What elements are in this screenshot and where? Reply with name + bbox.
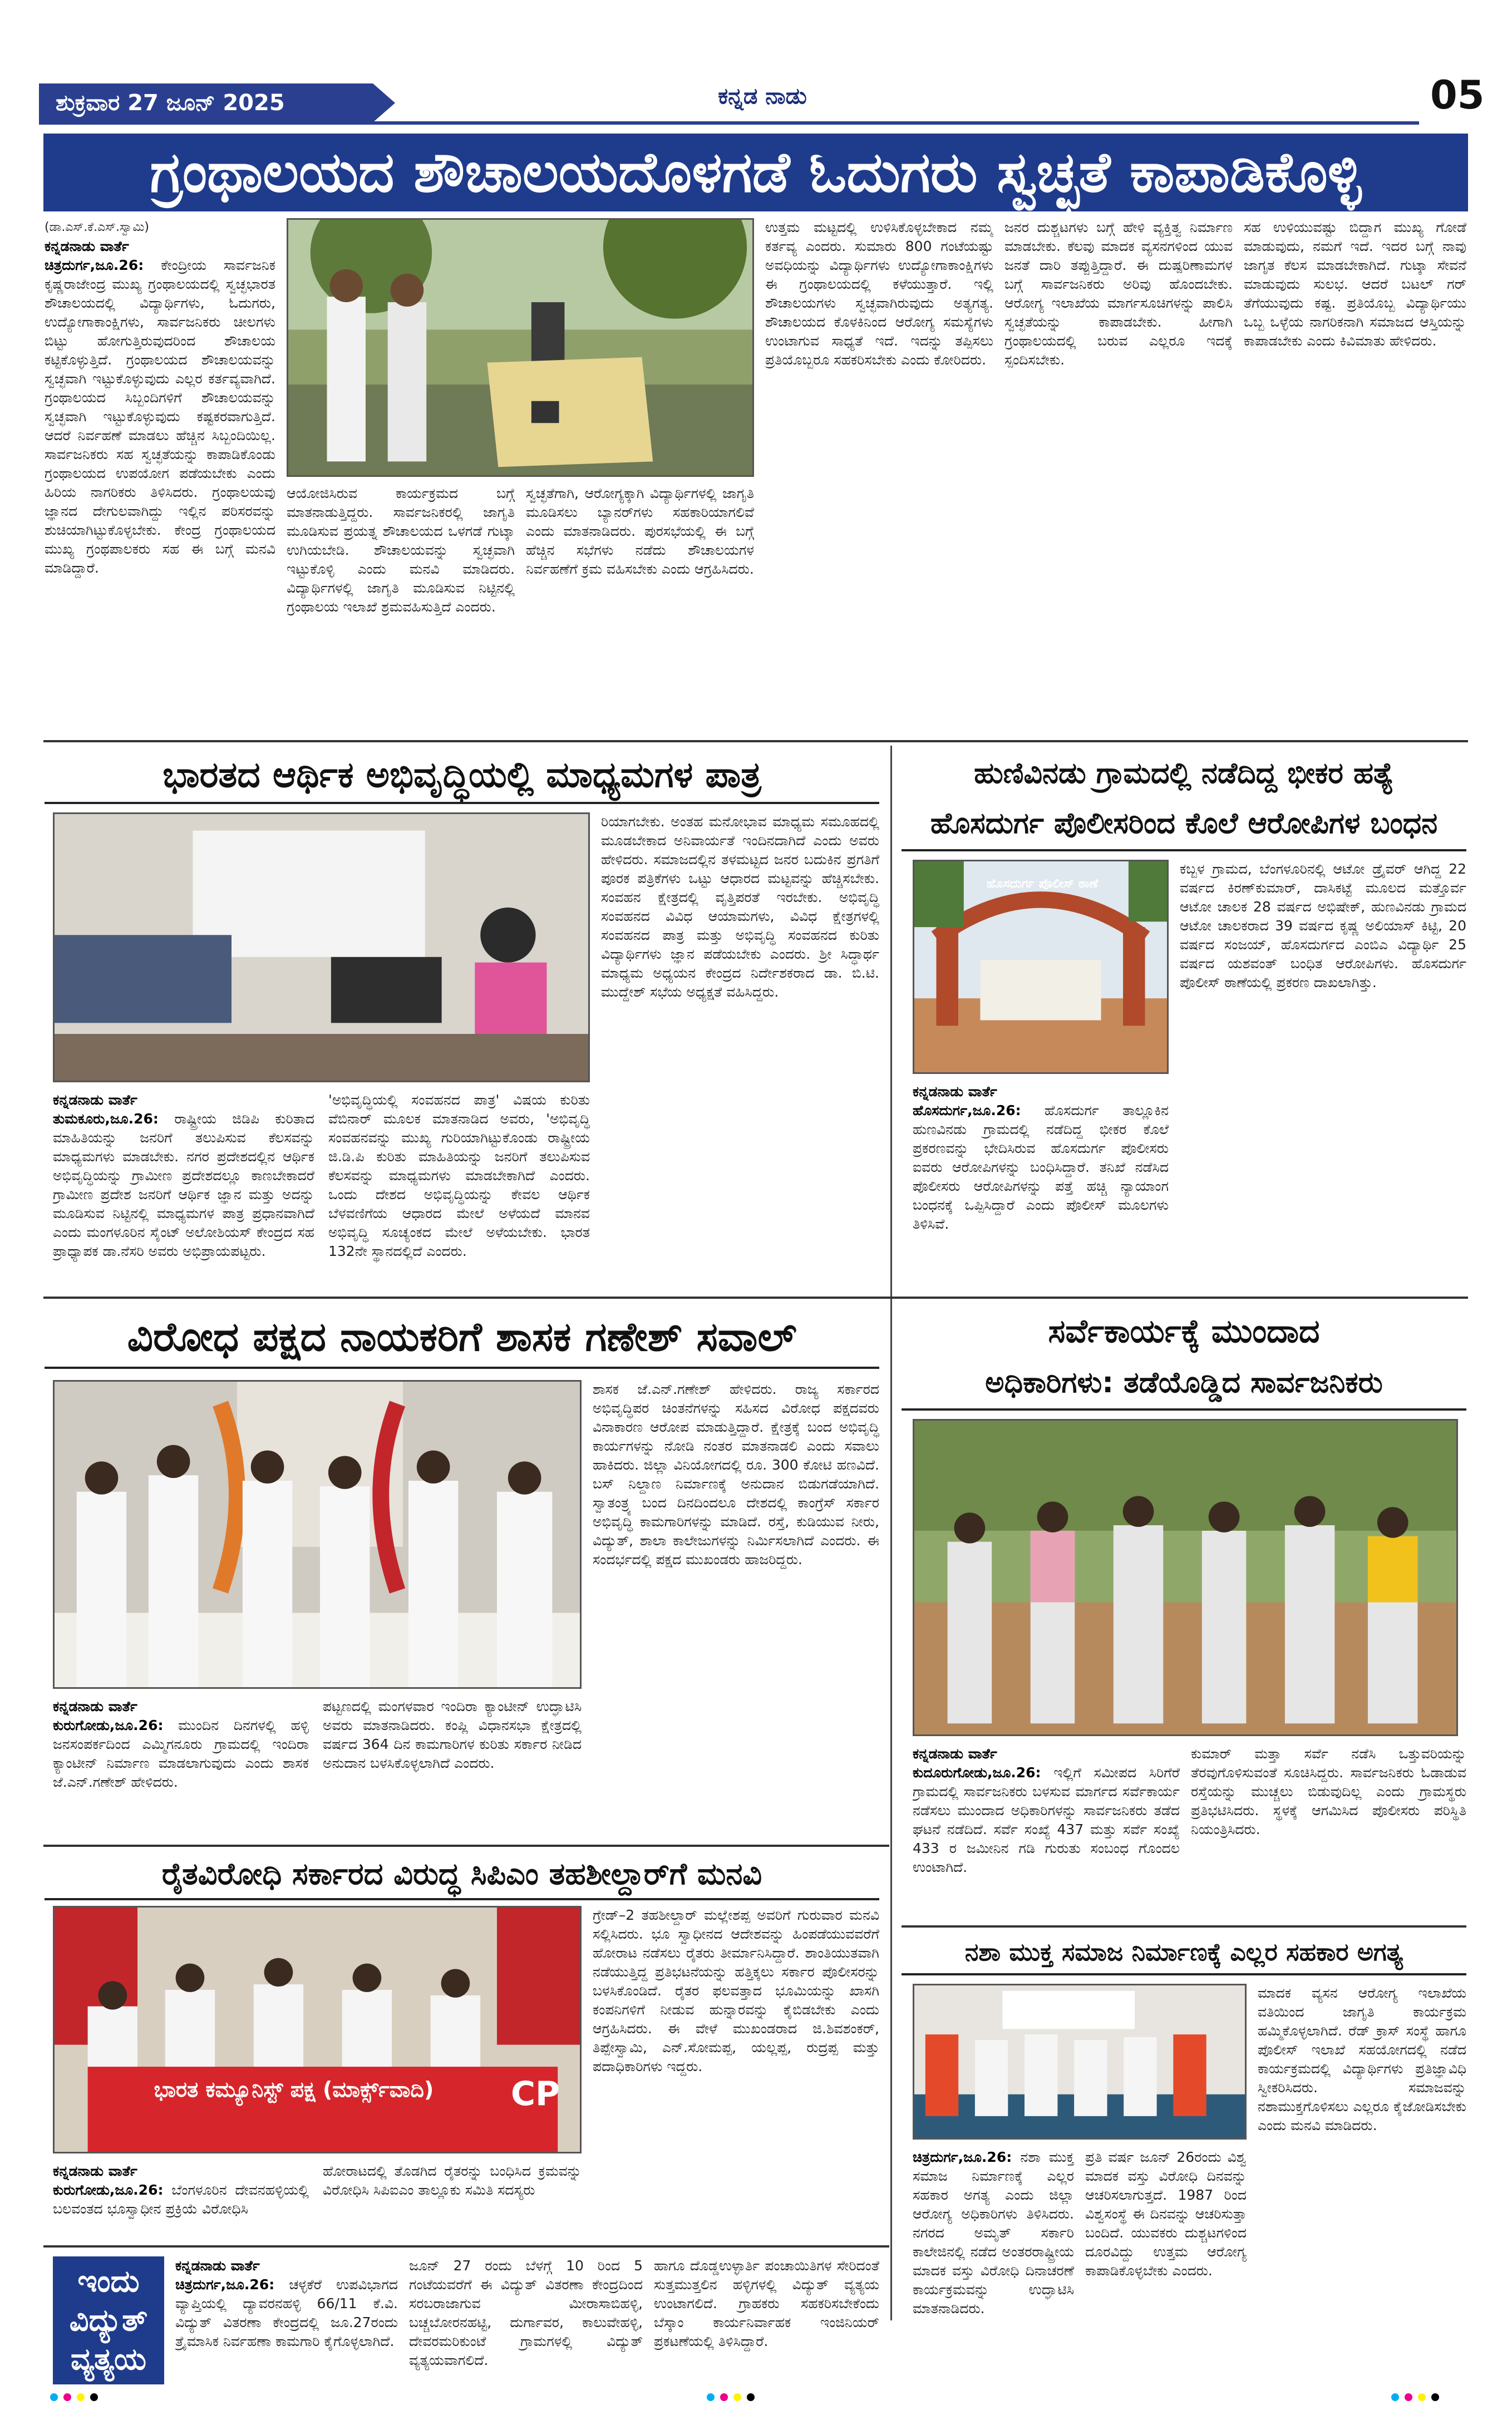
cpim-byline: ಕನ್ನಡನಾಡು ವಾರ್ತೆ: [53, 2163, 137, 2179]
cpim-body-2: ಹೋರಾಟದಲ್ಲಿ ತೊಡಗಿದ ರೈತರನ್ನು ಬಂಧಿಸಿದ ಕ್ರಮವನ್ನು ವಿರೋಧಿಸಿ ಸಿಪಿಐಎಂ ತಾಲ್ಲೂಕು ಸಮಿತಿ ಸದಸ್ಯರು: [323, 2163, 582, 2198]
murder-column-1: [1180, 860, 1466, 1216]
power-dateline: ಚಿತ್ರದುರ್ಗ,ಜೂ.26:: [175, 2276, 275, 2293]
survey-headline-1: ಸರ್ವೆಕಾರ್ಯಕ್ಕೆ ಮುಂದಾದ: [1048, 1312, 1320, 1350]
lead-photo: [287, 218, 754, 477]
survey-headline-2: ಅಧಿಕಾರಿಗಳು: ತಡೆಯೊಡ್ಡಿದ ಸಾರ್ವಜನಿಕರು: [902, 1358, 1466, 1411]
drugfree-column-2: [1085, 2148, 1247, 2384]
power-notice-box: [53, 2256, 164, 2384]
cpim-dateline: ಕುರುಗೋಡು,ಜೂ.26:: [53, 2182, 164, 2198]
lead-column-5: [1004, 218, 1233, 736]
opposition-column-1: [53, 1697, 309, 1836]
lead-headline: ಗ್ರಂಥಾಲಯದ ಶೌಚಾಲಯದೊಳಗಡೆ ಓದುಗರು ಸ್ವಚ್ಛತೆ ಕಾಪಾಡಿಕೊಳ್ಳಿ: [43, 134, 1468, 211]
opposition-byline: ಕನ್ನಡನಾಡು ವಾರ್ತೆ: [53, 1698, 137, 1714]
opposition-dateline: ಕುರುಗೋಡು,ಜೂ.26:: [53, 1717, 164, 1733]
section-rule: [902, 1925, 1466, 1928]
survey-dateline: ಕುದೂರುಗೋಡು,ಜೂ.26:: [913, 1765, 1041, 1781]
lead-body-4: ಉತ್ತಮ ಮಟ್ಟದಲ್ಲಿ ಉಳಿಸಿಕೊಳ್ಳಬೇಕಾದ ನಮ್ಮ ಕರ್ತವ್ಯ ಎಂದರು. ಸುಮಾರು 800 ಗಂಟೆಯಷ್ಟು ಅವಧಿಯನ್ನು ವಿದ್ಯಾರ್ಥಿಗಳು ಉದ್ಯೋಗಾಕಾಂಕ್ಷಿಗಳು ಈ ಗ್ರಂಥಾಲಯದಲ್ಲಿ ಕಳೆಯುತ್ತಾರೆ. ಇಲ್ಲಿ ಶೌಚಾಲಯಗಳು ಸ್ವಚ್ಛವಾಗಿರುವುದು ಅತ್ಯಗತ್ಯ. ಶೌಚಾಲಯದ ಕೊಳಕಿನಿಂದ ಆರೋಗ್ಯ ಸಮಸ್ಯೆಗಳು ಉಂಟಾಗುವ ಸಾಧ್ಯತೆ ಇದೆ. ಇದನ್ನು ತಪ್ಪಿಸಲು ಪ್ರತಿಯೊಬ್ಬರೂ ಸಹಕರಿಸಬೇಕು ಎಂದು ಕೋರಿದರು.: [765, 219, 993, 368]
lead-column-1: [45, 218, 275, 736]
drugfree-headline: ನಶಾ ಮುಕ್ತ ಸಮಾಜ ನಿರ್ಮಾಣಕ್ಕೆ ಎಲ್ಲರ ಸಹಕಾರ ಅಗತ್ಯ: [902, 1931, 1466, 1975]
murder-byline: ಕನ್ನಡನಾಡು ವಾರ್ತೆ: [913, 1083, 997, 1100]
economy-photo: [53, 812, 590, 1082]
cpim-banner-letters: CP: [511, 2074, 560, 2113]
survey-photo: [913, 1419, 1458, 1736]
cpim-column-2: [323, 2162, 582, 2240]
opposition-column-3: [593, 1380, 879, 1842]
header-rule: [39, 121, 1419, 125]
issue-date: ಶುಕ್ರವಾರ 27 ಜೂನ್ 2025: [39, 83, 373, 122]
lead-body-6: ಸಹ ಉಳಿಯುವಷ್ಟು ಬಿದ್ದಾಗ ಮುಖ್ಯ ಗೋಡೆ ಮಾಡುವುದು, ನಮಗೆ ಇದೆ. ಇದರ ಬಗ್ಗೆ ನಾವು ಜಾಗೃತ ಕೆಲಸ ಮಾಡಬೇಕಾಗಿದೆ. ಗುಟ್ಕಾ ಸೇವನೆ ಮಾಡುವುದು ಸುಲಭ. ಆದರೆ ಬಟಲ್ ಗರ್ ತೆಗೆಯುವುದು ಕಷ್ಟ. ಪ್ರತಿಯೊಬ್ಬ ವಿದ್ಯಾರ್ಥಿಯು ಒಬ್ಬ ಒಳ್ಳೆಯ ನಾಗರಿಕನಾಗಿ ಸಮಾಜದ ಆಸ್ತಿಯನ್ನು ಕಾಪಾಡಬೇಕು ಎಂದು ಕಿವಿಮಾತು ಹೇಳಿದರು.: [1244, 219, 1466, 349]
opposition-column-2: [323, 1697, 582, 1836]
lead-column-4: [765, 218, 993, 736]
survey-body-1: ಇಲ್ಲಿಗೆ ಸಮೀಪದ ಸಿರಿಗೆರೆ ಗ್ರಾಮದಲ್ಲಿ ಸಾರ್ವಜನಿಕರು ಬಳಸುವ ಮಾರ್ಗದ ಸರ್ವೆಕಾರ್ಯ ನಡೆಸಲು ಮುಂದಾದ ಅಧಿಕಾರಿಗಳನ್ನು ಸಾರ್ವಜನಿಕರು ತಡೆದ ಘಟನೆ ನಡೆದಿದೆ. ಸರ್ವೆ ಸಂಖ್ಯೆ 437 ಮತ್ತು ಸರ್ವೆ ಸಂಖ್ಯೆ 433 ರ ಜಮೀನಿನ ಗಡಿ ಗುರುತು ಸಂಬಂಧ ಗೊಂದಲ ಉಂಟಾಗಿದೆ.: [913, 1765, 1180, 1875]
registration-marks-right: [1391, 2393, 1503, 2404]
drugfree-dateline: ಚಿತ್ರದುರ್ಗ,ಜೂ.26:: [913, 2149, 1012, 2165]
lead-body-3: ಸ್ವಚ್ಛತೆಗಾಗಿ, ಆರೋಗ್ಯಕ್ಕಾಗಿ ವಿದ್ಯಾರ್ಥಿಗಳಲ್ಲಿ ಜಾಗೃತಿ ಮೂಡಿಸಲು ಬ್ಯಾನರ್‌ಗಳು ಸಹಕಾರಿಯಾಗಲಿವೆ ಎಂದು ಮಾತನಾಡಿದರು. ಪುರಸಭೆಯಲ್ಲಿ ಈ ಬಗ್ಗೆ ಹೆಚ್ಚಿನ ಸಭೆಗಳು ನಡೆದು ಶೌಚಾಲಯಗಳ ನಿರ್ವಹಣೆಗೆ ಕ್ರಮ ವಹಿಸಬೇಕು ಎಂದು ಆಗ್ರಹಿಸಿದರು.: [526, 485, 754, 577]
cpim-headline: ರೈತವಿರೋಧಿ ಸರ್ಕಾರದ ವಿರುದ್ಧ ಸಿಪಿಎಂ ತಹಶೀಲ್ದಾರ್‌ಗೆ ಮನವಿ: [45, 1850, 879, 1900]
economy-body-3: ರಿಯಾಗಬೇಕು. ಅಂತಹ ಮನೋಭಾವ ಮಾಧ್ಯಮ ಸಮೂಹದಲ್ಲಿ ಮೂಡಬೇಕಾದ ಅನಿವಾರ್ಯತೆ ಇಂದಿನದಾಗಿದೆ ಎಂದು ಅವರು ಹೇಳಿದರು. ಸಮಾಜದಲ್ಲಿನ ತಳಮಟ್ಟದ ಜನರ ಬದುಕಿನ ಪ್ರಗತಿಗೆ ಪೂರಕ ಪತ್ರಿಕೆಗಳು ಒಟ್ಟು ಆಧಾರದ ಮಟ್ಟವನ್ನು ಹೆಚ್ಚಿಸಬೇಕು. ಸಂವಹನ ಕ್ಷೇತ್ರದಲ್ಲಿ ವೃತ್ತಿಪರತೆ ಇರಬೇಕು. ಅಭಿವೃದ್ಧಿ ಸಂವಹನದ ವಿವಿಧ ಆಯಾಮಗಳು, ವಿವಿಧ ಕ್ಷೇತ್ರಗಳಲ್ಲಿ ಸಂವಹನದ ಪಾತ್ರ ಮತ್ತು ಅಭಿವೃದ್ಧಿ ಸಂವಹನದ ಕುರಿತು ವಿದ್ಯಾರ್ಥಿಗಳು ಜ್ಞಾನ ಪಡೆಯಬೇಕು ಎಂದರು. ಶ್ರೀ ಸಿದ್ಧಾರ್ಥ ಮಾಧ್ಯಮ ಅಧ್ಯಯನ ಕೇಂದ್ರದ ನಿರ್ದೇಶಕರಾದ ಡಾ. ಬಿ.ಟಿ. ಮುದ್ದೇಶ್ ಸಭೆಯ ಅಧ್ಯಕ್ಷತೆ ವಹಿಸಿದ್ದರು.: [601, 814, 879, 1000]
lead-body-5: ಜನರ ದುಶ್ಚಟಗಳು ಬಗ್ಗೆ ಹೇಳಿ ವ್ಯಕ್ತಿತ್ವ ನಿರ್ಮಾಣ ಮಾಡಬೇಕು. ಕೆಲವು ಮಾದಕ ವ್ಯಸನಗಳಿಂದ ಯುವ ಜನತೆ ದಾರಿ ತಪ್ಪುತ್ತಿದ್ದಾರೆ. ಈ ದುಷ್ಪರಿಣಾಮಗಳ ಬಗ್ಗೆ ಸಾರ್ವಜನಿಕರು ಅರಿವು ಹೊಂದಬೇಕು. ಆರೋಗ್ಯ ಇಲಾಖೆಯ ಮಾರ್ಗಸೂಚಿಗಳನ್ನು ಪಾಲಿಸಿ ಸ್ವಚ್ಛತೆಯನ್ನು ಕಾಪಾಡಬೇಕು. ಹೀಗಾಗಿ ಗ್ರಂಥಾಲಯದಲ್ಲಿ ಬರುವ ಎಲ್ಲರೂ ಇದಕ್ಕೆ ಸ್ಪಂದಿಸಬೇಕು.: [1004, 219, 1233, 368]
economy-byline: ಕನ್ನಡನಾಡು ವಾರ್ತೆ: [53, 1092, 137, 1108]
lead-dateline: ಚಿತ್ರದುರ್ಗ,ಜೂ.26:: [45, 257, 144, 273]
section-rule: [43, 740, 1468, 742]
economy-column-1: [53, 1091, 314, 1283]
drugfree-body-1: ನಶಾ ಮುಕ್ತ ಸಮಾಜ ನಿರ್ಮಾಣಕ್ಕೆ ಎಲ್ಲರ ಸಹಕಾರ ಅಗತ್ಯ ಎಂದು ಜಿಲ್ಲಾ ಆರೋಗ್ಯ ಅಧಿಕಾರಿಗಳು ತಿಳಿಸಿದರು. ನಗರದ ಅಮೃತ್ ಸರ್ಕಾರಿ ಕಾಲೇಜಿನಲ್ಲಿ ನಡೆದ ಅಂತರರಾಷ್ಟ್ರೀಯ ಮಾದಕ ವಸ್ತು ವಿರೋಧಿ ದಿನಾಚರಣೆ ಕಾರ್ಯಕ್ರಮವನ್ನು ಉದ್ಘಾಟಿಸಿ ಮಾತನಾಡಿದರು.: [913, 2149, 1074, 2317]
power-body-3: ಹಾಗೂ ದೊಡ್ಡಉಳ್ಳಾರ್ತಿ ಪಂಚಾಯಿತಿಗಳ ಸೇರಿದಂತೆ ಸುತ್ತಮುತ್ತಲಿನ ಹಳ್ಳಿಗಳಲ್ಲಿ ವಿದ್ಯುತ್ ವ್ಯತ್ಯಯ ಉಂಟಾಗಲಿದೆ. ಗ್ರಾಹಕರು ಸಹಕರಿಸಬೇಕೆಂದು ಬೆಸ್ಕಾಂ ಕಾರ್ಯನಿರ್ವಾಹಕ ಇಂಜಿನಿಯರ್ ಪ್ರಕಟಣೆಯಲ್ಲಿ ತಿಳಿಸಿದ್ದಾರೆ.: [654, 2258, 879, 2349]
power-notice-line-2: ವಿದ್ಯುತ್: [69, 2303, 148, 2338]
drugfree-column-3: [1258, 1984, 1466, 2384]
power-column-2: [409, 2256, 643, 2384]
survey-column-1: [913, 1744, 1180, 1923]
cpim-body-3: ಗ್ರೇಡ್–2 ತಹಶೀಲ್ದಾರ್ ಮಲ್ಲೇಶಪ್ಪ ಅವರಿಗೆ ಗುರುವಾರ ಮನವಿ ಸಲ್ಲಿಸಿದರು. ಭೂ ಸ್ವಾಧೀನದ ಆದೇಶವನ್ನು ಹಿಂಪಡೆಯುವವರೆಗೆ ಹೋರಾಟ ನಡೆಸಲು ರೈತರು ತೀರ್ಮಾನಿಸಿದ್ದಾರೆ. ಶಾಂತಿಯುತವಾಗಿ ನಡೆಯುತ್ತಿದ್ದ ಪ್ರತಿಭಟನೆಯನ್ನು ಹತ್ತಿಕ್ಕಲು ಸರ್ಕಾರ ಪೊಲೀಸರನ್ನು ಬಳಸಿಕೊಂಡಿದೆ. ರೈತರ ಫಲವತ್ತಾದ ಭೂಮಿಯನ್ನು ಖಾಸಗಿ ಕಂಪನಿಗಳಿಗೆ ನೀಡುವ ಹುನ್ನಾರವನ್ನು ಕೈಬಿಡಬೇಕು ಎಂದು ಆಗ್ರಹಿಸಿದರು. ಈ ವೇಳೆ ಮುಖಂಡರಾದ ಜಿ.ಶಿವಶಂಕರ್, ತಿಪ್ಪೇಸ್ವಾಮಿ, ಎನ್.ಸೋಮಪ್ಪ, ಯಲ್ಲಪ್ಪ, ರುದ್ರಪ್ಪ ಮತ್ತು ಪದಾಧಿಕಾರಿಗಳು ಇದ್ದರು.: [593, 1907, 879, 2074]
cpim-body-1: ಬೆಂಗಳೂರಿನ ದೇವನಹಳ್ಳಿಯಲ್ಲಿ ಬಲವಂತದ ಭೂಸ್ವಾಧೀನ ಪ್ರಕ್ರಿಯೆ ವಿರೋಧಿಸಿ: [53, 2182, 309, 2217]
lead-column-3: [526, 484, 754, 737]
masthead: ಕನ್ನಡ ನಾಡು: [718, 83, 807, 109]
lead-body-2: ಆಯೋಜಿಸಿರುವ ಕಾರ್ಯಕ್ರಮದ ಬಗ್ಗೆ ಮಾತನಾಡುತ್ತಿದ್ದರು. ಸಾರ್ವಜನಿಕರಲ್ಲಿ ಜಾಗೃತಿ ಮೂಡಿಸುವ ಪ್ರಯತ್ನ ಶೌಚಾಲಯದ ಒಳಗಡೆ ಗುಟ್ಕಾ ಉಗಿಯಬೇಡಿ. ಶೌಚಾಲಯವನ್ನು ಸ್ವಚ್ಛವಾಗಿ ಇಟ್ಟುಕೊಳ್ಳಿ ಎಂದು ಮನವಿ ಮಾಡಿದರು. ವಿದ್ಯಾರ್ಥಿಗಳಲ್ಲಿ ಜಾಗೃತಿ ಮೂಡಿಸುವ ನಿಟ್ಟಿನಲ್ಲಿ ಗ್ರಂಥಾಲಯ ಇಲಾಖೆ ಶ್ರಮವಹಿಸುತ್ತಿದೆ ಎಂದರು.: [287, 485, 515, 615]
survey-body-2: ಕುಮಾರ್ ಮತ್ತಾ ಸರ್ವೆ ನಡೆಸಿ ಒತ್ತುವರಿಯನ್ನು ತೆರವುಗೊಳಿಸುವಂತೆ ಸೂಚಿಸಿದ್ದರು. ಸಾರ್ವಜನಿಕರು ಓಡಾಡುವ ರಸ್ತೆಯನ್ನು ಮುಚ್ಚಲು ಬಿಡುವುದಿಲ್ಲ ಎಂದು ಗ್ರಾಮಸ್ಥರು ಪ್ರತಿಭಟಿಸಿದರು. ಸ್ಥಳಕ್ಕೆ ಆಗಮಿಸಿದ ಪೊಲೀಸರು ಪರಿಸ್ಥಿತಿ ನಿಯಂತ್ರಿಸಿದರು.: [1191, 1746, 1466, 1837]
section-rule: [43, 2245, 889, 2248]
murder-photo: [913, 860, 1169, 1074]
opposition-body-2: ಪಟ್ಟಣದಲ್ಲಿ ಮಂಗಳವಾರ ಇಂದಿರಾ ಕ್ಯಾಂಟೀನ್ ಉದ್ಘಾಟಿಸಿ ಅವರು ಮಾತನಾಡಿದರು. ಕಂಪ್ಲಿ ವಿಧಾನಸಭಾ ಕ್ಷೇತ್ರದಲ್ಲಿ ವರ್ಷದ 364 ದಿನ ಕಾಮಗಾರಿಗಳ ಕುರಿತು ಸರ್ಕಾರ ನೀಡಿದ ಅನುದಾನ ಬಳಸಿಕೊಳ್ಳಲಾಗಿದೆ ಎಂದರು.: [323, 1698, 582, 1771]
murder-body-2: ಹೊಸದುರ್ಗ ತಾಲ್ಲೂಕಿನ ಹುಣವಿನಡು ಗ್ರಾಮದಲ್ಲಿ ನಡೆದಿದ್ದ ಭೀಕರ ಕೊಲೆ ಪ್ರಕರಣವನ್ನು ಭೇದಿಸಿರುವ ಹೊಸದುರ್ಗ ಪೊಲೀಸರು ಐವರು ಆರೋಪಿಗಳನ್ನು ಬಂಧಿಸಿದ್ದಾರೆ. ತನಿಖೆ ನಡೆಸಿದ ಪೊಲೀಸರು ಆರೋಪಿಗಳನ್ನು ಪತ್ತೆ ಹಚ್ಚಿ ನ್ಯಾಯಾಂಗ ಬಂಧನಕ್ಕೆ ಒಪ್ಪಿಸಿದ್ದಾರೆ ಎಂದು ಪೊಲೀಸ್ ಮೂಲಗಳು ತಿಳಿಸಿವೆ.: [913, 1102, 1169, 1232]
murder-headline-2: ಹೊಸದುರ್ಗ ಪೊಲೀಸರಿಂದ ಕೊಲೆ ಆರೋಪಿಗಳ ಬಂಧನ: [902, 799, 1466, 851]
power-body-1: ಚಳ್ಳಕೆರೆ ಉಪವಿಭಾಗದ ವ್ಯಾಪ್ತಿಯಲ್ಲಿ ದ್ಯಾವರನಹಳ್ಳಿ 66/11 ಕೆ.ವಿ. ವಿದ್ಯುತ್ ವಿತರಣಾ ಕೇಂದ್ರದಲ್ಲಿ ಜೂ.27ರಂದು ತ್ರೈಮಾಸಿಕ ನಿರ್ವಹಣಾ ಕಾಮಗಾರಿ ಕೈಗೊಳ್ಳಲಾಗಿದೆ.: [175, 2276, 398, 2349]
power-column-1: [175, 2256, 398, 2384]
murder-headline-1: ಹುಣಿವಿನಡು ಗ್ರಾಮದಲ್ಲಿ ನಡೆದಿದ್ದ ಭೀಕರ ಹತ್ಯೆ: [974, 756, 1394, 790]
power-byline: ಕನ್ನಡನಾಡು ವಾರ್ತೆ: [175, 2258, 260, 2274]
photo-credit: (ಡಾ.ಎಸ್.ಕೆ.ಎಸ್.ಸ್ವಾಮಿ): [45, 220, 149, 234]
power-column-3: [654, 2256, 879, 2384]
opposition-photo: [53, 1380, 582, 1689]
column-rule: [890, 746, 892, 2320]
power-notice-line-3: ವ್ಯತ್ಯಯ: [70, 2342, 147, 2377]
registration-marks-center: [707, 2393, 818, 2404]
cpim-banner-text: ಭಾರತ ಕಮ್ಯೂನಿಸ್ಟ್ ಪಕ್ಷ (ಮಾರ್ಕ್ಸ್‌ವಾದಿ): [154, 2077, 434, 2102]
cpim-photo: [53, 1906, 582, 2153]
opposition-body-1: ಮುಂದಿನ ದಿನಗಳಲ್ಲಿ ಹಳ್ಳಿ ಜನಸಂಪರ್ಕದಿಂದ ಎಮ್ಮಿಗನೂರು ಗ್ರಾಮದಲ್ಲಿ ಇಂದಿರಾ ಕ್ಯಾಂಟೀನ್ ನಿರ್ಮಾಣ ಮಾಡಲಾಗುವುದು ಎಂದು ಶಾಸಕ ಜೆ.ಎನ್.ಗಣೇಶ್ ಹೇಳಿದರು.: [53, 1717, 309, 1790]
drugfree-body-3: ಮಾದಕ ವ್ಯಸನ ಆರೋಗ್ಯ ಇಲಾಖೆಯ ವತಿಯಿಂದ ಜಾಗೃತಿ ಕಾರ್ಯಕ್ರಮ ಹಮ್ಮಿಕೊಳ್ಳಲಾಗಿದೆ. ರೆಡ್ ಕ್ರಾಸ್ ಸಂಸ್ಥೆ ಹಾಗೂ ಪೊಲೀಸ್ ಇಲಾಖೆ ಸಹಯೋಗದಲ್ಲಿ ನಡೆದ ಕಾರ್ಯಕ್ರಮದಲ್ಲಿ ವಿದ್ಯಾರ್ಥಿಗಳು ಪ್ರತಿಜ್ಞಾವಿಧಿ ಸ್ವೀಕರಿಸಿದರು. ಸಮಾಜವನ್ನು ನಶಾಮುಕ್ತಗೊಳಿಸಲು ಎಲ್ಲರೂ ಕೈಜೋಡಿಸಬೇಕು ಎಂದು ಮನವಿ ಮಾಡಿದರು.: [1258, 1985, 1466, 2133]
opposition-headline: ವಿರೋಧ ಪಕ್ಷದ ನಾಯಕರಿಗೆ ಶಾಸಕ ಗಣೇಶ್ ಸವಾಲ್: [45, 1308, 879, 1369]
survey-column-2: [1191, 1744, 1466, 1923]
murder-column-2: [913, 1082, 1169, 1294]
power-body-2: ಜೂನ್ 27 ರಂದು ಬೆಳಗ್ಗೆ 10 ರಿಂದ 5 ಗಂಟೆಯವರೆಗೆ ಈ ವಿದ್ಯುತ್ ವಿತರಣಾ ಕೇಂದ್ರದಿಂದ ಸರಬರಾಜಾಗುವ ಮೀರಾಸಾಬಿಹಳ್ಳಿ, ಬಚ್ಚಬೋರನಹಟ್ಟಿ, ದುರ್ಗಾವರ, ಕಾಲುವೇಹಳ್ಳಿ, ದೇವರಮರಿಕುಂಟೆ ಗ್ರಾಮಗಳಲ್ಲಿ ವಿದ್ಯುತ್ ವ್ಯತ್ಯಯವಾಗಲಿದೆ.: [409, 2258, 643, 2368]
page-number: 05: [1430, 72, 1485, 118]
lead-column-2: [287, 484, 515, 737]
gate-sign: ಹೊಸದುರ್ಗ ಪೊಲೀಸ್ ಠಾಣೆ: [986, 877, 1099, 891]
drugfree-photo: [913, 1984, 1247, 2140]
lead-column-6: [1244, 218, 1466, 736]
section-rule: [43, 1297, 1468, 1299]
economy-headline: ಭಾರತದ ಆರ್ಥಿಕ ಅಭಿವೃದ್ಧಿಯಲ್ಲಿ ಮಾಧ್ಯಮಗಳ ಪಾತ್ರ: [45, 748, 879, 804]
power-notice-line-1: ಇಂದು: [77, 2264, 140, 2299]
section-rule: [43, 1845, 889, 1847]
economy-column-3: [601, 812, 879, 1283]
murder-dateline: ಹೊಸದುರ್ಗ,ಜೂ.26:: [913, 1102, 1021, 1118]
lead-byline: ಕನ್ನಡನಾಡು ವಾರ್ತೆ: [45, 238, 129, 254]
murder-body-1: ಕಬ್ಬಳ ಗ್ರಾಮದ, ಬೆಂಗಳೂರಿನಲ್ಲಿ ಆಟೋ ಡ್ರೈವರ್ ಆಗಿದ್ದ 22 ವರ್ಷದ ಕಿರಣ್‌ಕುಮಾರ್, ದಾಸಿಕಟ್ಟೆ ಮೂಲದ ಮತ್ತೊರ್ವ ಆಟೋ ಚಾಲಕ 28 ವರ್ಷದ ಅಭಿಷೇಕ್, ಹುಣವಿನಡು ಗ್ರಾಮದ ಆಟೋ ಚಾಲಕರಾದ 39 ವರ್ಷದ ಕೃಷ್ಣ ಅಲಿಯಾಸ್ ಕಿಟ್ಟಿ, 20 ವರ್ಷದ ಸಂಜಯ್, ಹೊಸದುರ್ಗದ ಎಂಬಿಎ ವಿದ್ಯಾರ್ಥಿ 25 ವರ್ಷದ ಯಶವಂತ್ ಬಂಧಿತ ಆರೋಪಿಗಳು. ಹೊಸದುರ್ಗ ಪೊಲೀಸ್ ಠಾಣೆಯಲ್ಲಿ ಪ್ರಕರಣ ದಾಖಲಾಗಿತ್ತು.: [1180, 861, 1466, 990]
drugfree-body-2: ಪ್ರತಿ ವರ್ಷ ಜೂನ್ 26ರಂದು ವಿಶ್ವ ಮಾದಕ ವಸ್ತು ವಿರೋಧಿ ದಿನವನ್ನು ಆಚರಿಸಲಾಗುತ್ತದೆ. 1987 ರಿಂದ ವಿಶ್ವಸಂಸ್ಥೆ ಈ ದಿನವನ್ನು ಆಚರಿಸುತ್ತಾ ಬಂದಿದೆ. ಯುವಕರು ದುಶ್ಚಟಗಳಿಂದ ದೂರವಿದ್ದು ಉತ್ತಮ ಆರೋಗ್ಯ ಕಾಪಾಡಿಕೊಳ್ಳಬೇಕು ಎಂದರು.: [1085, 2149, 1247, 2279]
economy-body-1: ರಾಷ್ಟ್ರೀಯ ಜಿಡಿಪಿ ಕುರಿತಾದ ಮಾಹಿತಿಯನ್ನು ಜನರಿಗೆ ತಲುಪಿಸುವ ಕೆಲಸವನ್ನು ಮಾಧ್ಯಮಗಳು ಮಾಡಬೇಕು. ನಗರ ಪ್ರದೇಶದಲ್ಲಿನ ಆರ್ಥಿಕ ಅಭಿವೃದ್ಧಿಯನ್ನು ಗ್ರಾಮೀಣ ಪ್ರದೇಶದಲ್ಲೂ ಕಾಣಬೇಕಾದರೆ ಗ್ರಾಮೀಣ ಪ್ರದೇಶ ಜನರಿಗೆ ಆರ್ಥಿಕ ಜ್ಞಾನ ಮತ್ತು ಅದನ್ನು ಮೂಡಿಸುವ ನಿಟ್ಟಿನಲ್ಲಿ ಮಾಧ್ಯಮಗಳ ಪಾತ್ರ ಪ್ರಧಾನವಾಗಿದೆ ಎಂದು ಮಂಗಳೂರಿನ ಸೈಂಟ್ ಅಲೋಶಿಯಸ್ ಕೇಂದ್ರದ ಸಹ ಪ್ರಾಧ್ಯಾಪಕ ಡಾ.ನೆಸರಿ ಅವರು ಅಭಿಪ್ರಾಯಪಟ್ಟರು.: [53, 1111, 314, 1259]
cpim-column-3: [593, 1906, 879, 2240]
cpim-column-1: [53, 2162, 309, 2240]
survey-byline: ಕನ್ನಡನಾಡು ವಾರ್ತೆ: [913, 1746, 997, 1762]
drugfree-column-1: [913, 2148, 1074, 2384]
economy-dateline: ತುಮಕೂರು,ಜೂ.26:: [53, 1111, 159, 1127]
opposition-body-3: ಶಾಸಕ ಜೆ.ಎನ್.ಗಣೇಶ್ ಹೇಳಿದರು. ರಾಜ್ಯ ಸರ್ಕಾರದ ಅಭಿವೃದ್ಧಿಪರ ಚಿಂತನೆಗಳನ್ನು ಸಹಿಸದ ವಿರೋಧ ಪಕ್ಷದವರು ವಿನಾಕಾರಣ ಆರೋಪ ಮಾಡುತ್ತಿದ್ದಾರೆ. ಕ್ಷೇತ್ರಕ್ಕೆ ಬಂದ ಅಭಿವೃದ್ಧಿ ಕಾರ್ಯಗಳನ್ನು ನೋಡಿ ನಂತರ ಮಾತನಾಡಲಿ ಎಂದು ಸವಾಲು ಹಾಕಿದರು. ಜಿಲ್ಲಾ ವಿನಿಯೋಗದಲ್ಲಿ ರೂ. 300 ಕೋಟಿ ಹಣವಿದೆ. ಬಸ್ ನಿಲ್ದಾಣ ನಿರ್ಮಾಣಕ್ಕೆ ಅನುದಾನ ಬಿಡುಗಡೆಯಾಗಿದೆ. ಸ್ವಾತಂತ್ರ್ಯ ಬಂದ ದಿನದಿಂದಲೂ ದೇಶದಲ್ಲಿ ಕಾಂಗ್ರೆಸ್ ಸರ್ಕಾರ ಅಭಿವೃದ್ಧಿ ಕಾಮಗಾರಿಗಳನ್ನು ಮಾಡಿದೆ. ರಸ್ತೆ, ಕುಡಿಯುವ ನೀರು, ವಿದ್ಯುತ್, ಶಾಲಾ ಕಾಲೇಜುಗಳನ್ನು ನಿರ್ಮಿಸಲಾಗಿದೆ ಎಂದರು. ಈ ಸಂದರ್ಭದಲ್ಲಿ ಪಕ್ಷದ ಮುಖಂಡರು ಹಾಜರಿದ್ದರು.: [593, 1381, 879, 1568]
economy-column-2: [328, 1091, 590, 1283]
registration-marks-left: [50, 2393, 161, 2404]
lead-body-1: ಕೇಂದ್ರೀಯ ಸಾರ್ವಜನಿಕ ಕೃಷ್ಣರಾಜೇಂದ್ರ ಮುಖ್ಯ ಗ್ರಂಥಾಲಯದಲ್ಲಿ ಸ್ವಚ್ಛಭಾರತ ಶೌಚಾಲಯದಲ್ಲಿ ವಿದ್ಯಾರ್ಥಿಗಳು, ಓದುಗರು, ಉದ್ಯೋಗಾಕಾಂಕ್ಷಿಗಳು, ಸಾರ್ವಜನಿಕರು ಚೀಲಗಳು ಬಿಟ್ಟು ಹೋಗುತ್ತಿರುವುದರಿಂದ ಶೌಚಾಲಯ ಕಟ್ಟಿಕೊಳ್ಳುತ್ತಿದೆ. ಗ್ರಂಥಾಲಯದ ಶೌಚಾಲಯವನ್ನು ಸ್ವಚ್ಛವಾಗಿ ಇಟ್ಟುಕೊಳ್ಳುವುದು ಎಲ್ಲರ ಕರ್ತವ್ಯವಾಗಿದೆ. ಗ್ರಂಥಾಲಯದ ಸಿಬ್ಬಂದಿಗಳಿಗೆ ಶೌಚಾಲಯವನ್ನು ಸ್ವಚ್ಛವಾಗಿ ಇಟ್ಟುಕೊಳ್ಳುವುದು ಕಷ್ಟಕರವಾಗುತ್ತಿದೆ. ಆದರೆ ನಿರ್ವಹಣೆ ಮಾಡಲು ಹೆಚ್ಚಿನ ಸಿಬ್ಬಂದಿಯಿಲ್ಲ. ಸಾರ್ವಜನಿಕರು ಸಹ ಸ್ವಚ್ಛತೆಯನ್ನು ಕಾಪಾಡಿಕೊಂಡು ಗ್ರಂಥಾಲಯದ ಉಪಯೋಗ ಪಡೆಯಬೇಕು ಎಂದು ಹಿರಿಯ ನಾಗರಿಕರು ತಿಳಿಸಿದರು. ಗ್ರಂಥಾಲಯವು ಜ್ಞಾನದ ದೇಗುಲವಾಗಿದ್ದು ಇಲ್ಲಿನ ಪರಿಸರವನ್ನು ಶುಚಿಯಾಗಿಟ್ಟುಕೊಳ್ಳಬೇಕು. ಕೇಂದ್ರ ಗ್ರಂಥಾಲಯದ ಮುಖ್ಯ ಗ್ರಂಥಪಾಲಕರು ಸಹ ಈ ಬಗ್ಗೆ ಮನವಿ ಮಾಡಿದ್ದಾರೆ.: [45, 257, 275, 576]
economy-body-2: 'ಅಭಿವೃದ್ಧಿಯಲ್ಲಿ ಸಂವಹನದ ಪಾತ್ರ' ವಿಷಯ ಕುರಿತು ವೆಬಿನಾರ್ ಮೂಲಕ ಮಾತನಾಡಿದ ಅವರು, 'ಅಭಿವೃದ್ಧಿ ಸಂವಹನವನ್ನು ಮುಖ್ಯ ಗುರಿಯಾಗಿಟ್ಟುಕೊಂಡು ರಾಷ್ಟ್ರೀಯ ಜಿ.ಡಿ.ಪಿ ಕುರಿತು ಮಾಹಿತಿಯನ್ನು ಜನರಿಗೆ ತಲುಪಿಸುವ ಕೆಲಸವನ್ನು ಮಾಧ್ಯಮಗಳು ಮಾಡಬೇಕಾಗಿದೆ ಎಂದರು. ಒಂದು ದೇಶದ ಅಭಿವೃದ್ಧಿಯನ್ನು ಕೇವಲ ಆರ್ಥಿಕ ಬೆಳವಣಿಗೆಯ ಆಧಾರದ ಮೇಲೆ ಅಳೆಯದೆ ಮಾನವ ಅಭಿವೃದ್ಧಿ ಸೂಚ್ಯಂಕದ ಮೇಲೆ ಅಳೆಯಬೇಕು. ಭಾರತ 132ನೇ ಸ್ಥಾನದಲ್ಲಿದೆ ಎಂದರು.: [328, 1092, 590, 1259]
